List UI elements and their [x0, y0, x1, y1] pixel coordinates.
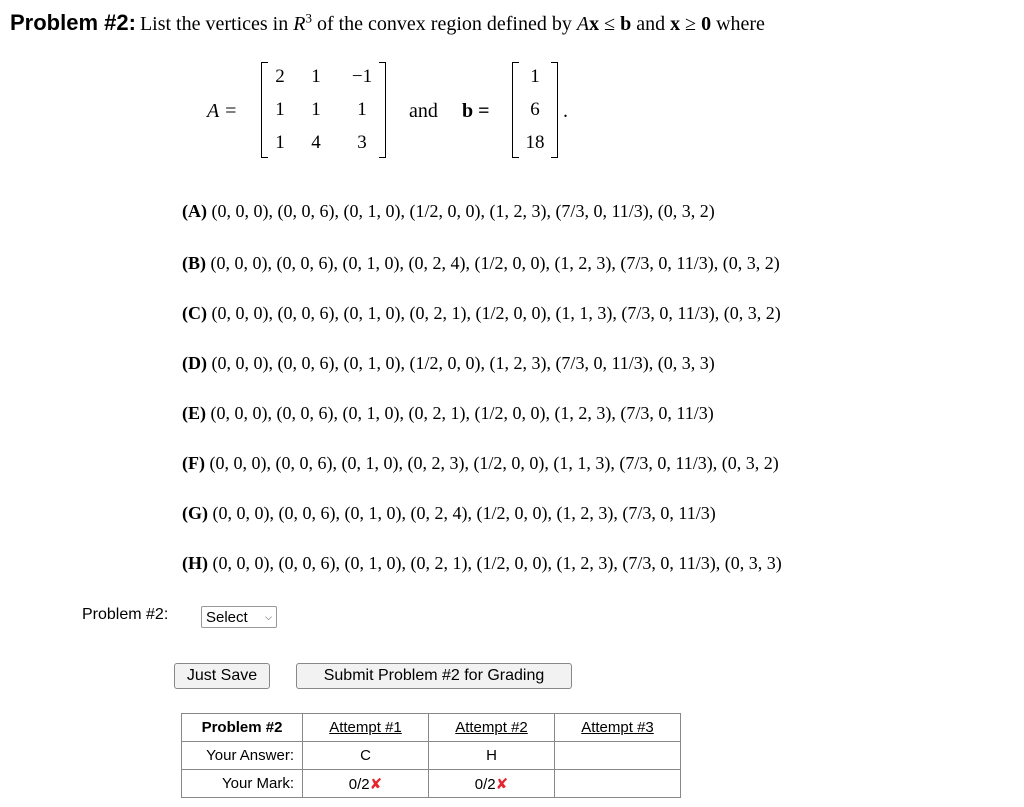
answer-select[interactable] — [201, 606, 277, 628]
chevron-down-icon: ⌵ — [265, 611, 272, 622]
mark-attempt-3 — [555, 770, 681, 798]
option-g: (G) (0, 0, 0), (0, 0, 6), (0, 1, 0), (0, 2, 4), (1/2, 0, 0), (1, 2, 3), (7/3, 0, 11/3) — [182, 503, 716, 523]
submit-problem-button[interactable]: Submit Problem #2 for Grading — [296, 663, 572, 689]
matrix-b-cell: 6 — [530, 99, 540, 120]
option-f: (F) (0, 0, 0), (0, 0, 6), (0, 1, 0), (0, 2, 3), (1/2, 0, 0), (1, 1, 3), (7/3, 0, 11/3), (0, 3, 2) — [182, 453, 779, 473]
attempt-3-link[interactable]: Attempt #3 — [555, 714, 681, 742]
matrix-period: . — [563, 100, 568, 122]
mark-attempt-2: 0/2✘ — [429, 770, 555, 798]
option-d: (D) (0, 0, 0), (0, 0, 6), (0, 1, 0), (1/2, 0, 0), (1, 2, 3), (7/3, 0, 11/3), (0, 3, 3) — [182, 353, 715, 373]
matrix-joiner: and — [409, 100, 438, 122]
problem-header — [10, 10, 765, 36]
mark-attempt-1: 0/2✘ — [303, 770, 429, 798]
matrix-a-label: A = — [207, 100, 238, 122]
table-header-problem: Problem #2 — [182, 714, 303, 742]
answer-select-label: Problem #2: — [82, 606, 169, 623]
just-save-button[interactable]: Just Save — [174, 663, 270, 689]
matrix-b-label: b = — [462, 100, 490, 122]
answer-attempt-1: C — [303, 742, 429, 770]
answer-attempt-3 — [555, 742, 681, 770]
matrix-a-cell: 2 — [275, 66, 285, 87]
matrix-a-cell: 1 — [311, 66, 321, 87]
x-mark-icon: ✘ — [495, 775, 509, 793]
matrix-a — [261, 62, 386, 158]
your-answer-label: Your Answer: — [182, 742, 303, 770]
option-h: (H) (0, 0, 0), (0, 0, 6), (0, 1, 0), (0, 2, 1), (1/2, 0, 0), (1, 2, 3), (7/3, 0, 11/3), (0, 3, 3) — [182, 553, 782, 573]
problem-title: Problem #2: — [10, 10, 136, 35]
table-row — [182, 742, 681, 770]
answer-select-value: Select — [206, 608, 248, 626]
table-row — [182, 770, 681, 798]
matrix-a-cell: 1 — [275, 99, 285, 120]
option-e: (E) (0, 0, 0), (0, 0, 6), (0, 1, 0), (0, 2, 1), (1/2, 0, 0), (1, 2, 3), (7/3, 0, 11/3) — [182, 403, 714, 423]
matrix-a-cell: 1 — [357, 99, 367, 120]
problem-statement: List the vertices in $R^3$ of the convex region defined by Ax ≤ b and x ≥ 0 where — [139, 10, 765, 35]
answer-attempt-2: H — [429, 742, 555, 770]
matrix-a-cell: 3 — [357, 132, 367, 153]
option-c: (C) (0, 0, 0), (0, 0, 6), (0, 1, 0), (0, 2, 1), (1/2, 0, 0), (1, 1, 3), (7/3, 0, 11/3), (0, 3, 2) — [182, 303, 781, 323]
option-a: (A) (0, 0, 0), (0, 0, 6), (0, 1, 0), (1/2, 0, 0), (1, 2, 3), (7/3, 0, 11/3), (0, 3, 2) — [182, 201, 715, 221]
matrix-b-cell: 1 — [530, 66, 540, 87]
attempts-table — [181, 713, 681, 798]
matrix-b — [512, 62, 558, 158]
matrix-a-cell: 1 — [275, 132, 285, 153]
option-b: (B) (0, 0, 0), (0, 0, 6), (0, 1, 0), (0, 2, 4), (1/2, 0, 0), (1, 2, 3), (7/3, 0, 11/3), (0, 3, 2) — [182, 253, 780, 273]
your-mark-label: Your Mark: — [182, 770, 303, 798]
attempt-1-link[interactable]: Attempt #1 — [303, 714, 429, 742]
matrix-b-cell: 18 — [525, 132, 545, 153]
matrix-a-cell: 4 — [311, 132, 321, 153]
matrix-a-cell: 1 — [311, 99, 321, 120]
table-header-row — [182, 714, 681, 742]
attempt-2-link[interactable]: Attempt #2 — [429, 714, 555, 742]
x-mark-icon: ✘ — [369, 775, 383, 793]
matrix-a-cell: −1 — [351, 66, 373, 87]
